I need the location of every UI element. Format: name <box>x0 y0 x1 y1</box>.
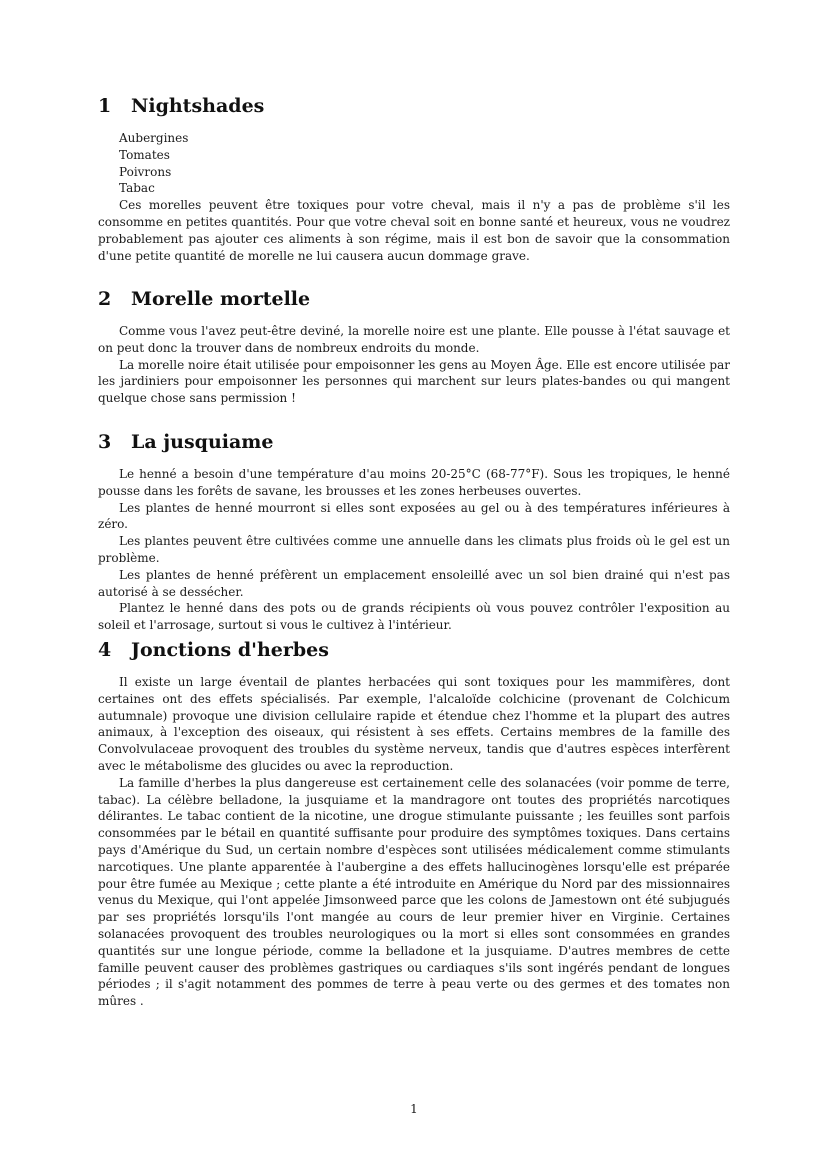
section-number: 2 <box>98 288 112 310</box>
paragraph: Ces morelles peuvent être toxiques pour votre cheval, mais il n'y a pas de problème s'il les consomme en petites quantités. Pour que votre cheval soit en bonne santé et heureux, vous ne voudrez probablement pas ajouter ces aliments à son régime, mais il est bon de savoir que la consommation d'une petite quantité de morelle ne lui causera aucun dommage grave. <box>98 198 730 263</box>
page-number: 1 <box>410 1102 418 1116</box>
list-item: Tabac <box>119 181 155 196</box>
section-title: Morelle mortelle <box>131 288 311 310</box>
section-number: 3 <box>98 431 112 453</box>
paragraph: Il existe un large éventail de plantes herbacées qui sont toxiques pour les mammifères, dont certaines ont des effets spécialisés. Par exemple, l'alcaloïde colchicine (provenant de Colchicum autumnale) provoque une division cellulaire rapide et étendue chez l'homme et la plupart des autres animaux, à l'exception des oiseaux, qui résistent à ses effets. Certains membres de la famille des Convolvulaceae provoquent des troubles du système nerveux, tandis que d'autres espèces interfèrent avec le métabolisme des glucides ou avec la reproduction. <box>98 675 730 773</box>
section-heading <box>98 638 329 662</box>
paragraph: Le henné a besoin d'une température d'au moins 20-25°C (68-77°F). Sous les tropiques, le henné pousse dans les forêts de savane, les brousses et les zones herbeuses ouvertes. <box>98 467 730 498</box>
section-title: Nightshades <box>131 95 265 117</box>
paragraph: Comme vous l'avez peut-être deviné, la morelle noire est une plante. Elle pousse à l'état sauvage et on peut donc la trouver dans de nombreux endroits du monde. <box>98 324 730 355</box>
section-body <box>98 466 730 634</box>
section-number: 4 <box>98 639 112 661</box>
section-heading <box>98 287 310 311</box>
paragraph: Plantez le henné dans des pots ou de grands récipients où vous pouvez contrôler l'exposition au soleil et l'arrosage, surtout si vous le cultivez à l'intérieur. <box>98 601 730 633</box>
paragraph: Les plantes de henné mourront si elles sont exposées au gel ou à des températures inférieures à zéro. <box>98 500 730 532</box>
paragraph: La morelle noire était utilisée pour empoisonner les gens au Moyen Âge. Elle est encore utilisée par les jardiniers pour empoisonner les personnes qui marchent sur leurs plates-bandes ou qui mangent quelque chose sans permission ! <box>98 357 730 406</box>
section-heading <box>98 430 274 454</box>
list-item: Tomates <box>119 147 170 162</box>
list-item: Aubergines <box>119 131 189 145</box>
section-body <box>98 130 730 264</box>
section-heading <box>98 94 264 118</box>
list-item: Poivrons <box>119 164 172 179</box>
section-number: 1 <box>98 95 112 117</box>
paragraph: Les plantes peuvent être cultivées comme une annuelle dans les climats plus froids où le gel est un problème. <box>98 534 730 565</box>
section-title: Jonctions d'herbes <box>131 639 329 661</box>
paragraph: Les plantes de henné préfèrent un emplacement ensoleillé avec un sol bien drainé qui n'est pas autorisé à se dessécher. <box>98 567 730 599</box>
section-title: La jusquiame <box>131 431 274 453</box>
paragraph: La famille d'herbes la plus dangereuse est certainement celle des solanacées (voir pomme de terre, tabac). La célèbre belladone, la jusquiame et la mandragore ont toutes des propriétés narcotiques délirantes. Le tabac contient de la nicotine, une drogue stimulante puissante ; les feuilles sont parfois consommées par le bétail en quantité suffisante pour produire des symptômes toxiques. Dans certains pays d'Amérique du Sud, un certain nombre d'espèces sont utilisées médicalement comme stimulants narcotiques. Une plante apparentée à l'aubergine a des effets hallucinogènes lorsqu'elle est préparée pour être fumée au Mexique ; cette plante a été introduite en Amérique du Nord par des missionnaires venus du Mexique, qui l'ont appelée Jimsonweed parce que les colons de Jamestown ont été subjugués par ses propriétés lorsqu'ils l'ont mangée au cours de leur premier hiver en Virginie. Certaines solanacées provoquent des troubles neurologiques ou la mort si elles sont consommées en grandes quantités sur une longue période, comme la belladone et la jusquiame. D'autres membres de cette famille peuvent causer des problèmes gastriques ou cardiaques s'ils sont ingérés pendant de longues périodes ; il s'agit notamment des pommes de terre à peau verte ou des germes et des tomates non mûres . <box>98 775 730 1009</box>
section-body <box>98 323 730 407</box>
section-body <box>98 674 730 1010</box>
